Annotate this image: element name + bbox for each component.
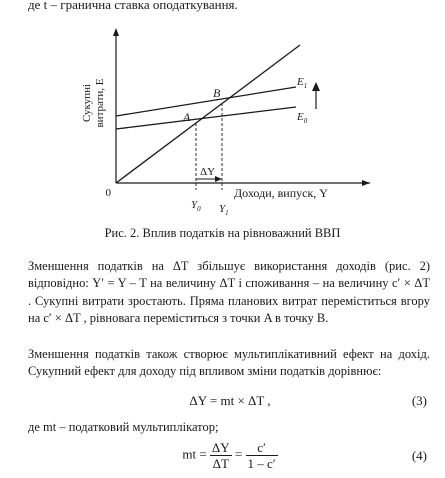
delta-y-label: ΔY	[200, 166, 216, 178]
spending-line-e0	[116, 107, 296, 129]
fraction-2-denominator: 1 – c′	[247, 456, 276, 471]
y-label-line1: Сукупні	[81, 83, 93, 123]
top-line-text: де t – гранична ставка оподаткування.	[28, 0, 238, 12]
paragraph-tax-decrease: Зменшення податків на ΔT збільшує використання доходів (рис. 2) відповідно: Y′ = Y – T на величину ΔT і споживання – на величину c′ × ΔT . Сукупні витрати зростають. Пряма планових витрат переміститься вгору на c′ × ΔT , рівновага переміститься з точки A в точку B.	[28, 259, 430, 325]
fraction-2-numerator: c′	[257, 440, 266, 455]
fraction-c-prime	[246, 440, 278, 471]
y1-label: $Y_1$	[219, 203, 229, 217]
point-a-label: A	[183, 110, 191, 124]
y-axis-arrow	[113, 28, 119, 36]
equation-4-lhs: mt =	[182, 446, 207, 462]
fraction-dy-dt	[210, 440, 232, 471]
x-axis-arrow	[362, 180, 370, 186]
equation-4-number: (4)	[411, 448, 427, 463]
equation-4-equals: =	[234, 446, 243, 462]
equation-4-body	[155, 440, 305, 471]
curve-e0-label: $E_0$	[297, 111, 308, 125]
point-b-label: B	[213, 86, 221, 100]
up-arrow-icon	[312, 82, 320, 91]
equation-4	[0, 438, 445, 478]
spending-line-e1	[116, 87, 296, 116]
fraction-1-numerator: ΔY	[211, 440, 230, 455]
equation-3-body: ΔY = mt × ΔT ,	[189, 393, 271, 408]
equilibrium-45-line	[116, 45, 300, 183]
equation-3	[0, 393, 445, 413]
tax-effect-figure	[70, 25, 370, 220]
x-axis-label: Доходи, випуск, Y	[234, 186, 328, 200]
y-label-line2: витрати, E	[94, 78, 106, 128]
y0-label: $Y_0$	[191, 199, 201, 213]
figure-caption: Рис. 2. Вплив податків на рівноважний ВВП	[104, 226, 341, 240]
origin-label: 0	[105, 187, 111, 199]
curve-e1-label: $E_1$	[297, 76, 308, 90]
multiplier-definition: де mt – податковий мультиплікатор;	[28, 420, 219, 434]
paragraph-multiplier-effect: Зменшення податків також створює мультиплікативний ефект на дохід. Сукупний ефект для доходу під впливом зміни податків дорівнює:	[28, 347, 430, 379]
fraction-1-denominator: ΔT	[210, 455, 232, 471]
delta-y-arrowhead	[215, 176, 222, 182]
equation-3-number: (3)	[411, 393, 427, 408]
